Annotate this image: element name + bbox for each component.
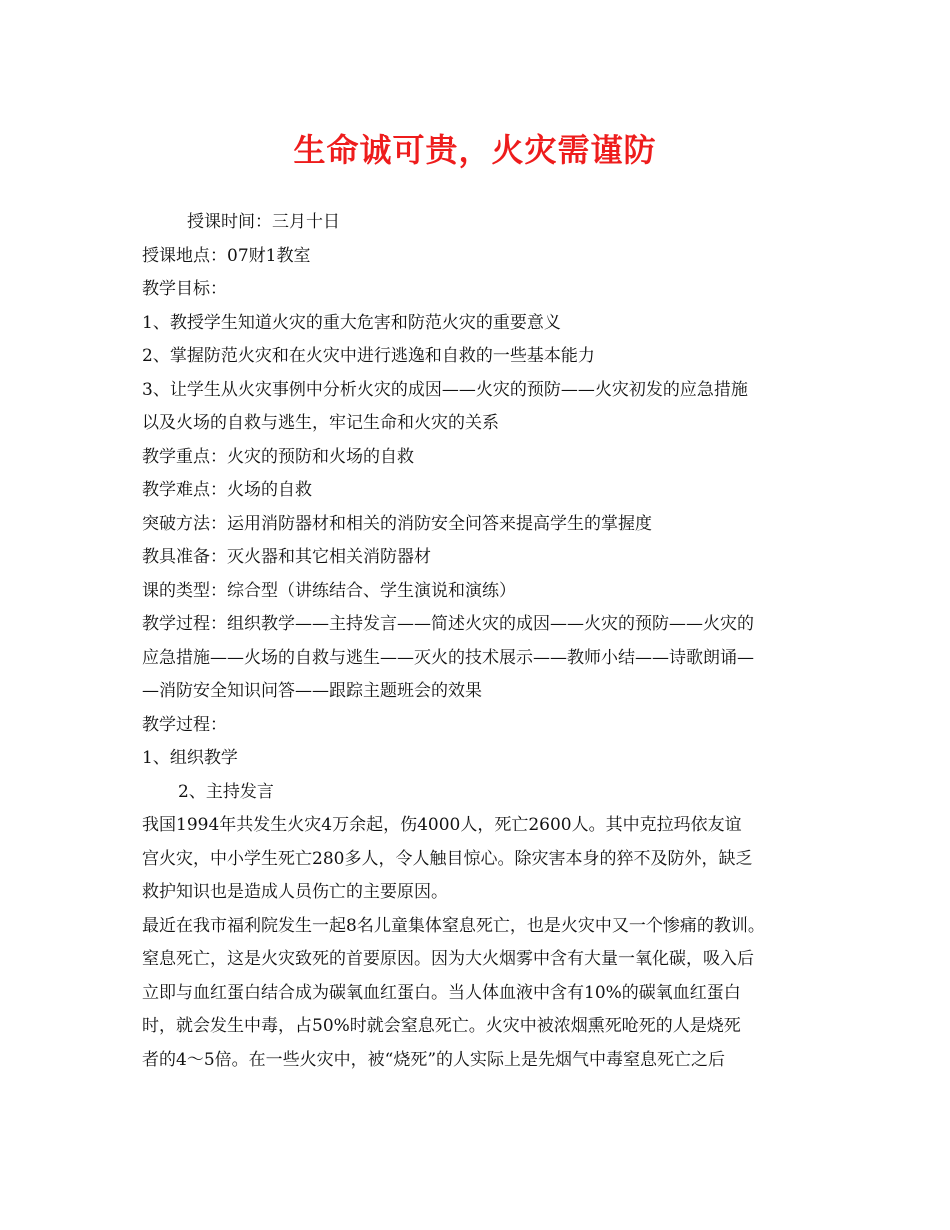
text-line-paragraph-2e: 者的4～5倍。在一些火灾中，被“烧死”的人实际上是先烟气中毒窒息死亡之后 xyxy=(142,1049,726,1070)
text-line-step-2: 2、主持发言 xyxy=(178,781,274,802)
text-line-paragraph-2d: 时，就会发生中毒，占50%时就会窒息死亡。火灾中被浓烟熏死呛死的人是烧死 xyxy=(142,1016,741,1036)
text-line-key-points: 教学重点：火灾的预防和火场的自救 xyxy=(142,446,414,467)
document-title: 生命诚可贵，火灾需谨防 xyxy=(293,131,657,169)
text-line-paragraph-2a: 最近在我市福利院发生一起8名儿童集体窒息死亡，也是火灾中又一个惨痛的教训。 xyxy=(142,915,765,936)
text-line-materials: 教具准备：灭火器和其它相关消防器材 xyxy=(142,547,431,567)
text-line-process-summary: 教学过程：组织教学——主持发言——简述火灾的成因——火灾的预防——火灾的 xyxy=(142,614,754,634)
text-line-paragraph-2c: 立即与血红蛋白结合成为碳氧血红蛋白。当人体血液中含有10%的碳氧血红蛋白 xyxy=(142,982,741,1003)
text-line-objective-3-cont: 以及火场的自救与逃生，牢记生命和火灾的关系 xyxy=(142,413,499,433)
text-line-paragraph-2b: 窒息死亡，这是火灾致死的首要原因。因为大火烟雾中含有大量一氧化碳，吸入后 xyxy=(142,949,754,969)
text-line-objective-1: 1、教授学生知道火灾的重大危害和防范火灾的重要意义 xyxy=(142,312,561,333)
text-line-process-summary-cont-2: —消防安全知识问答——跟踪主题班会的效果 xyxy=(142,681,482,701)
text-line-objective-3: 3、让学生从火灾事例中分析火灾的成因——火灾的预防——火灾初发的应急措施 xyxy=(142,379,748,400)
text-line-class-time: 授课时间：三月十日 xyxy=(187,212,340,232)
text-line-step-1: 1、组织教学 xyxy=(142,748,238,768)
text-line-objectives-heading: 教学目标： xyxy=(142,279,227,299)
text-line-class-type: 课的类型：综合型（讲练结合、学生演说和演练） xyxy=(142,580,516,601)
text-line-paragraph-1b: 宫火灾，中小学生死亡280多人，令人触目惊心。除灾害本身的猝不及防外，缺乏 xyxy=(142,848,753,869)
text-line-objective-2: 2、掌握防范火灾和在火灾中进行逃逸和自救的一些基本能力 xyxy=(142,346,595,366)
text-line-difficulties: 教学难点：火场的自救 xyxy=(142,480,312,500)
text-line-methods: 突破方法：运用消防器材和相关的消防安全问答来提高学生的掌握度 xyxy=(142,513,652,534)
text-line-paragraph-1a: 我国1994年共发生火灾4万余起，伤4000人，死亡2600人。其中克拉玛依友谊 xyxy=(142,815,742,835)
text-line-paragraph-1c: 救护知识也是造成人员伤亡的主要原因。 xyxy=(142,882,448,902)
document-body xyxy=(142,206,822,1077)
text-line-class-location: 授课地点：07财1教室 xyxy=(142,245,311,266)
text-line-process-heading: 教学过程： xyxy=(142,714,227,735)
text-line-process-summary-cont-1: 应急措施——火场的自救与逃生——灭火的技术展示——教师小结——诗歌朗诵— xyxy=(142,647,754,668)
